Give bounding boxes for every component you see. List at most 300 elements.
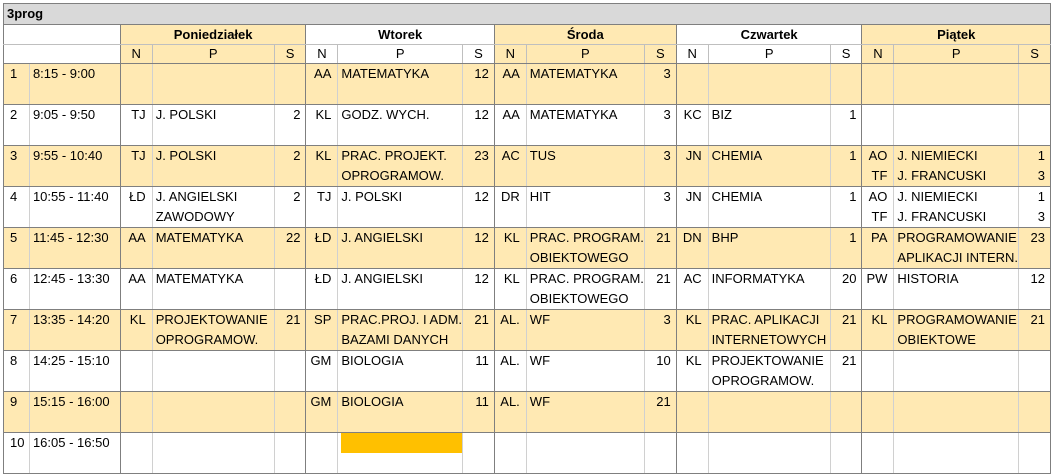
lesson-time[interactable] [29, 269, 120, 310]
cell-text: 23 [1030, 230, 1045, 245]
cell-text [156, 433, 274, 453]
cell-text: J. POLSKI [155, 107, 217, 122]
teacher-cell[interactable] [306, 310, 338, 351]
room-cell[interactable] [463, 433, 495, 474]
cell-text [530, 433, 644, 453]
teacher-cell[interactable] [494, 310, 526, 351]
cell-text: J. ANGIELSKI [155, 189, 238, 204]
cell-text: 10 [656, 353, 671, 368]
subject-cell[interactable] [894, 392, 1019, 433]
cell-text [712, 392, 830, 412]
subject-cell[interactable] [152, 146, 274, 187]
subject-cell[interactable] [152, 310, 274, 351]
cell-text: 12 [474, 189, 489, 204]
column-label-n[interactable]: N [120, 45, 152, 64]
teacher-cell[interactable] [120, 105, 152, 146]
subject-cell[interactable] [708, 228, 830, 269]
teacher-cell[interactable] [862, 187, 894, 228]
room-cell[interactable] [274, 187, 306, 228]
cell-text: 11 [475, 353, 489, 368]
subject-cell[interactable] [894, 228, 1019, 269]
subject-cell[interactable] [526, 64, 644, 105]
cell-text [121, 351, 146, 371]
cell-text [1019, 392, 1045, 412]
cell-text: KL [503, 271, 520, 286]
table-row [4, 105, 1051, 146]
room-cell[interactable] [644, 433, 676, 474]
room-cell[interactable] [463, 105, 495, 146]
room-cell[interactable] [1019, 433, 1051, 474]
subject-cell[interactable] [708, 392, 830, 433]
teacher-cell[interactable] [120, 146, 152, 187]
cell-text: KL [685, 353, 702, 368]
room-cell[interactable] [463, 351, 495, 392]
room-cell[interactable] [830, 392, 862, 433]
lesson-time[interactable] [29, 392, 120, 433]
room-cell[interactable] [830, 269, 862, 310]
cell-text: GM [310, 353, 332, 368]
subject-cell[interactable] [338, 392, 463, 433]
cell-text: MATEMATYKA [155, 230, 244, 245]
column-label-n[interactable]: N [862, 45, 894, 64]
cell-text: 21 [656, 271, 671, 286]
teacher-cell[interactable] [862, 433, 894, 474]
day-header[interactable]: Poniedziałek [120, 25, 306, 45]
lesson-number[interactable] [4, 433, 30, 474]
teacher-cell[interactable] [306, 105, 338, 146]
lesson-time[interactable] [29, 64, 120, 105]
subject-cell[interactable] [708, 433, 830, 474]
room-cell[interactable] [644, 351, 676, 392]
lesson-time[interactable] [29, 146, 120, 187]
lesson-number[interactable] [4, 269, 30, 310]
room-cell[interactable] [1019, 105, 1051, 146]
room-cell[interactable] [644, 269, 676, 310]
cell-text: 1 [1037, 189, 1045, 204]
room-cell[interactable] [274, 310, 306, 351]
cell-text: KL [685, 312, 702, 327]
subject-cell[interactable] [894, 310, 1019, 351]
subject-cell[interactable] [894, 433, 1019, 474]
cell-text: 3 [663, 107, 671, 122]
subject-cell[interactable] [152, 269, 274, 310]
sheet-title[interactable]: 3prog [4, 4, 1051, 25]
subject-cell[interactable] [152, 351, 274, 392]
corner-cell-sub[interactable] [4, 45, 121, 64]
cell-text: WF [529, 312, 551, 327]
teacher-cell[interactable] [306, 269, 338, 310]
cell-text: 2 [293, 107, 301, 122]
teacher-cell[interactable] [120, 64, 152, 105]
cell-text: 13:35 - 14:20 [32, 312, 110, 327]
column-label-p[interactable]: P [338, 45, 463, 64]
subject-cell[interactable] [152, 105, 274, 146]
cell-text [897, 392, 1018, 412]
day-header[interactable]: Czwartek [676, 25, 862, 45]
column-label-n[interactable]: N [494, 45, 526, 64]
teacher-cell[interactable] [676, 187, 708, 228]
timetable-grid [3, 3, 1051, 474]
teacher-cell[interactable] [120, 433, 152, 474]
room-cell[interactable] [274, 64, 306, 105]
cell-text: KL [503, 230, 520, 245]
lesson-time[interactable] [29, 228, 120, 269]
subject-cell[interactable] [338, 105, 463, 146]
subject-cell[interactable] [152, 433, 274, 474]
column-label-s[interactable]: S [1019, 45, 1051, 64]
room-cell[interactable] [463, 64, 495, 105]
cell-text: 14:25 - 15:10 [32, 353, 110, 368]
column-label-p[interactable]: P [894, 45, 1019, 64]
room-cell[interactable] [463, 187, 495, 228]
teacher-cell[interactable] [676, 228, 708, 269]
cell-text: 2 [10, 107, 18, 122]
subject-cell[interactable] [708, 187, 830, 228]
cell-text: CHEMIA [711, 148, 763, 163]
teacher-cell[interactable] [676, 64, 708, 105]
room-cell[interactable] [274, 351, 306, 392]
cell-text: AA [128, 230, 146, 245]
cell-text [831, 392, 857, 412]
cell-text: J. FRANCUSKI [897, 168, 987, 183]
lesson-time[interactable] [29, 351, 120, 392]
cell-text: WF [529, 394, 551, 409]
column-label-p[interactable]: P [708, 45, 830, 64]
cell-text [862, 105, 887, 125]
room-cell[interactable] [1019, 392, 1051, 433]
cell-text: APLIKACJI INTERN. [897, 250, 1019, 265]
cell-text: AO [868, 189, 888, 204]
lesson-time[interactable] [29, 310, 120, 351]
cell-text: AC [501, 148, 520, 163]
room-cell[interactable] [644, 146, 676, 187]
cell-text: PROJEKTOWANIE [711, 353, 824, 368]
cell-text: BHP [711, 230, 739, 245]
lesson-number[interactable] [4, 228, 30, 269]
day-header[interactable]: Piątek [862, 25, 1051, 45]
column-label-p[interactable]: P [526, 45, 644, 64]
subject-cell[interactable] [338, 187, 463, 228]
cell-text: OBIEKTOWEGO [529, 250, 629, 265]
teacher-cell[interactable] [676, 269, 708, 310]
cell-text: 9:05 - 9:50 [32, 107, 96, 122]
room-cell[interactable] [463, 310, 495, 351]
cell-text: 2 [293, 189, 301, 204]
teacher-cell[interactable] [494, 351, 526, 392]
room-cell[interactable] [644, 392, 676, 433]
cell-text: 21 [474, 312, 489, 327]
cell-text [306, 433, 331, 453]
day-header[interactable]: Środa [494, 25, 676, 45]
teacher-cell[interactable] [494, 187, 526, 228]
cell-text: 16:05 - 16:50 [32, 435, 110, 450]
room-cell[interactable] [830, 228, 862, 269]
teacher-cell[interactable] [862, 392, 894, 433]
room-cell[interactable] [463, 269, 495, 310]
subject-cell[interactable] [338, 310, 463, 351]
subject-cell[interactable] [152, 64, 274, 105]
subject-cell[interactable] [338, 433, 463, 474]
lesson-number[interactable] [4, 392, 30, 433]
cell-text: DN [682, 230, 702, 245]
cell-text [677, 64, 702, 84]
room-cell[interactable] [830, 105, 862, 146]
teacher-cell[interactable] [120, 310, 152, 351]
cell-text: 1 [849, 148, 857, 163]
cell-text: 21 [285, 312, 301, 327]
cell-text [897, 351, 1018, 371]
cell-text: PROGRAMOWANIE [897, 312, 1017, 327]
subject-cell[interactable] [526, 310, 644, 351]
column-label-s[interactable]: S [644, 45, 676, 64]
cell-text: JN [685, 189, 702, 204]
teacher-cell[interactable] [306, 64, 338, 105]
teacher-cell[interactable] [120, 187, 152, 228]
cell-text: BIOLOGIA [341, 353, 404, 368]
room-cell[interactable] [1019, 228, 1051, 269]
cell-text: 3 [1037, 209, 1045, 224]
column-label-s[interactable]: S [463, 45, 495, 64]
teacher-cell[interactable] [494, 146, 526, 187]
room-cell[interactable] [1019, 310, 1051, 351]
cell-text: 1 [1037, 148, 1045, 163]
subject-cell[interactable] [708, 146, 830, 187]
lesson-number[interactable] [4, 105, 30, 146]
cell-text: 2 [293, 148, 301, 163]
cell-text: 22 [285, 230, 301, 245]
subject-cell[interactable] [708, 105, 830, 146]
cell-text: GODZ. WYCH. [341, 107, 430, 122]
cell-text: OPROGRAMOW. [711, 373, 815, 388]
lesson-number[interactable] [4, 187, 30, 228]
room-cell[interactable] [644, 64, 676, 105]
teacher-cell[interactable] [862, 269, 894, 310]
room-cell[interactable] [830, 433, 862, 474]
teacher-cell[interactable] [306, 433, 338, 474]
room-cell[interactable] [1019, 269, 1051, 310]
teacher-cell[interactable] [306, 187, 338, 228]
room-cell[interactable] [830, 187, 862, 228]
cell-text: 11 [475, 394, 489, 409]
subject-cell[interactable] [338, 228, 463, 269]
subject-cell[interactable] [526, 228, 644, 269]
room-cell[interactable] [463, 228, 495, 269]
teacher-cell[interactable] [676, 146, 708, 187]
subject-cell[interactable] [526, 146, 644, 187]
cell-text: 23 [474, 148, 489, 163]
lesson-time[interactable] [29, 433, 120, 474]
table-row [4, 64, 1051, 105]
cell-text: 4 [10, 189, 18, 204]
room-cell[interactable] [1019, 187, 1051, 228]
subject-cell[interactable] [708, 64, 830, 105]
cell-text: SP [314, 312, 332, 327]
cell-text: 3 [1037, 168, 1045, 183]
column-label-p[interactable]: P [152, 45, 274, 64]
lesson-number[interactable] [4, 351, 30, 392]
subject-cell[interactable] [708, 269, 830, 310]
teacher-cell[interactable] [676, 105, 708, 146]
subject-cell[interactable] [708, 351, 830, 392]
subject-cell[interactable] [526, 105, 644, 146]
teacher-cell[interactable] [120, 269, 152, 310]
subject-cell[interactable] [894, 187, 1019, 228]
subject-cell[interactable] [526, 187, 644, 228]
teacher-cell[interactable] [862, 64, 894, 105]
teacher-cell[interactable] [120, 392, 152, 433]
teacher-cell[interactable] [494, 64, 526, 105]
room-cell[interactable] [1019, 146, 1051, 187]
subject-cell[interactable] [526, 392, 644, 433]
subject-cell[interactable] [338, 64, 463, 105]
subject-cell[interactable] [708, 310, 830, 351]
cell-text: 12 [474, 66, 489, 81]
teacher-cell[interactable] [306, 228, 338, 269]
cell-text: KL [871, 312, 888, 327]
cell-text: WF [529, 353, 551, 368]
room-cell[interactable] [644, 310, 676, 351]
room-cell[interactable] [274, 146, 306, 187]
selected-cell-highlight[interactable] [341, 433, 462, 453]
room-cell[interactable] [274, 105, 306, 146]
cell-text: KL [129, 312, 146, 327]
cell-text [862, 64, 887, 84]
room-cell[interactable] [830, 146, 862, 187]
cell-text: TJ [131, 148, 146, 163]
subject-cell[interactable] [152, 392, 274, 433]
lesson-number[interactable] [4, 146, 30, 187]
cell-text [1019, 64, 1045, 84]
cell-text [712, 64, 830, 84]
teacher-cell[interactable] [306, 351, 338, 392]
subject-cell[interactable] [894, 351, 1019, 392]
cell-text: TF [871, 209, 888, 224]
room-cell[interactable] [830, 310, 862, 351]
cell-text: ŁD [314, 271, 332, 286]
cell-text: KL [315, 148, 332, 163]
cell-text: HIT [529, 189, 551, 204]
cell-text: 8:15 - 9:00 [32, 66, 96, 81]
cell-text [156, 64, 274, 84]
lesson-time[interactable] [29, 187, 120, 228]
teacher-cell[interactable] [306, 146, 338, 187]
teacher-cell[interactable] [676, 392, 708, 433]
teacher-cell[interactable] [676, 310, 708, 351]
teacher-cell[interactable] [494, 269, 526, 310]
teacher-cell[interactable] [494, 105, 526, 146]
lesson-number[interactable] [4, 310, 30, 351]
subject-cell[interactable] [526, 351, 644, 392]
table-row [4, 228, 1051, 269]
lesson-time[interactable] [29, 105, 120, 146]
subject-cell[interactable] [894, 269, 1019, 310]
room-cell[interactable] [274, 228, 306, 269]
subject-cell[interactable] [526, 433, 644, 474]
cell-text: KC [683, 107, 702, 122]
column-label-s[interactable]: S [830, 45, 862, 64]
column-label-s[interactable]: S [274, 45, 306, 64]
teacher-cell[interactable] [676, 433, 708, 474]
subject-cell[interactable] [894, 146, 1019, 187]
cell-text: TJ [131, 107, 146, 122]
cell-text: INFORMATYKA [711, 271, 805, 286]
lesson-number[interactable] [4, 64, 30, 105]
teacher-cell[interactable] [120, 351, 152, 392]
teacher-cell[interactable] [306, 392, 338, 433]
cell-text: 21 [1030, 312, 1045, 327]
subject-cell[interactable] [894, 105, 1019, 146]
teacher-cell[interactable] [862, 105, 894, 146]
teacher-cell[interactable] [862, 310, 894, 351]
subject-cell[interactable] [338, 351, 463, 392]
room-cell[interactable] [830, 64, 862, 105]
cell-text: OBIEKTOWEGO [529, 291, 629, 306]
room-cell[interactable] [644, 187, 676, 228]
cell-text [862, 392, 887, 412]
cell-text: 15:15 - 16:00 [32, 394, 110, 409]
cell-text [831, 433, 857, 453]
room-cell[interactable] [274, 269, 306, 310]
column-label-n[interactable]: N [306, 45, 338, 64]
cell-text: TJ [316, 189, 332, 204]
subject-cell[interactable] [152, 228, 274, 269]
cell-text: PA [871, 230, 888, 245]
table-row [4, 351, 1051, 392]
teacher-cell[interactable] [862, 146, 894, 187]
cell-text: 10:55 - 11:40 [32, 189, 109, 204]
teacher-cell[interactable] [494, 392, 526, 433]
teacher-cell[interactable] [120, 228, 152, 269]
subject-cell[interactable] [338, 146, 463, 187]
teacher-cell[interactable] [494, 433, 526, 474]
table-row [4, 433, 1051, 474]
teacher-cell[interactable] [676, 351, 708, 392]
cell-text [275, 64, 301, 84]
subject-cell[interactable] [152, 187, 274, 228]
day-header[interactable]: Wtorek [306, 25, 494, 45]
cell-text [897, 433, 1018, 453]
column-label-n[interactable]: N [676, 45, 708, 64]
room-cell[interactable] [644, 228, 676, 269]
cell-text: OPROGRAMOW. [341, 168, 444, 183]
room-cell[interactable] [1019, 351, 1051, 392]
cell-text: PRAC. PROGRAM. [529, 271, 644, 286]
room-cell[interactable] [463, 146, 495, 187]
room-cell[interactable] [1019, 64, 1051, 105]
teacher-cell[interactable] [862, 228, 894, 269]
table-row [4, 146, 1051, 187]
cell-text: BAZAMI DANYCH [341, 332, 449, 347]
cell-text: HISTORIA [897, 271, 959, 286]
subject-cell[interactable] [338, 269, 463, 310]
teacher-cell[interactable] [494, 228, 526, 269]
subject-cell[interactable] [894, 64, 1019, 105]
cell-text: 12 [474, 271, 489, 286]
teacher-cell[interactable] [862, 351, 894, 392]
subject-cell[interactable] [526, 269, 644, 310]
room-cell[interactable] [644, 105, 676, 146]
cell-text: J. ANGIELSKI [341, 230, 424, 245]
table-row [4, 310, 1051, 351]
room-cell[interactable] [463, 392, 495, 433]
cell-text: AL. [500, 353, 520, 368]
room-cell[interactable] [274, 392, 306, 433]
corner-cell[interactable] [4, 25, 121, 45]
room-cell[interactable] [830, 351, 862, 392]
cell-text: 3 [663, 66, 671, 81]
room-cell[interactable] [274, 433, 306, 474]
cell-text: CHEMIA [711, 189, 763, 204]
